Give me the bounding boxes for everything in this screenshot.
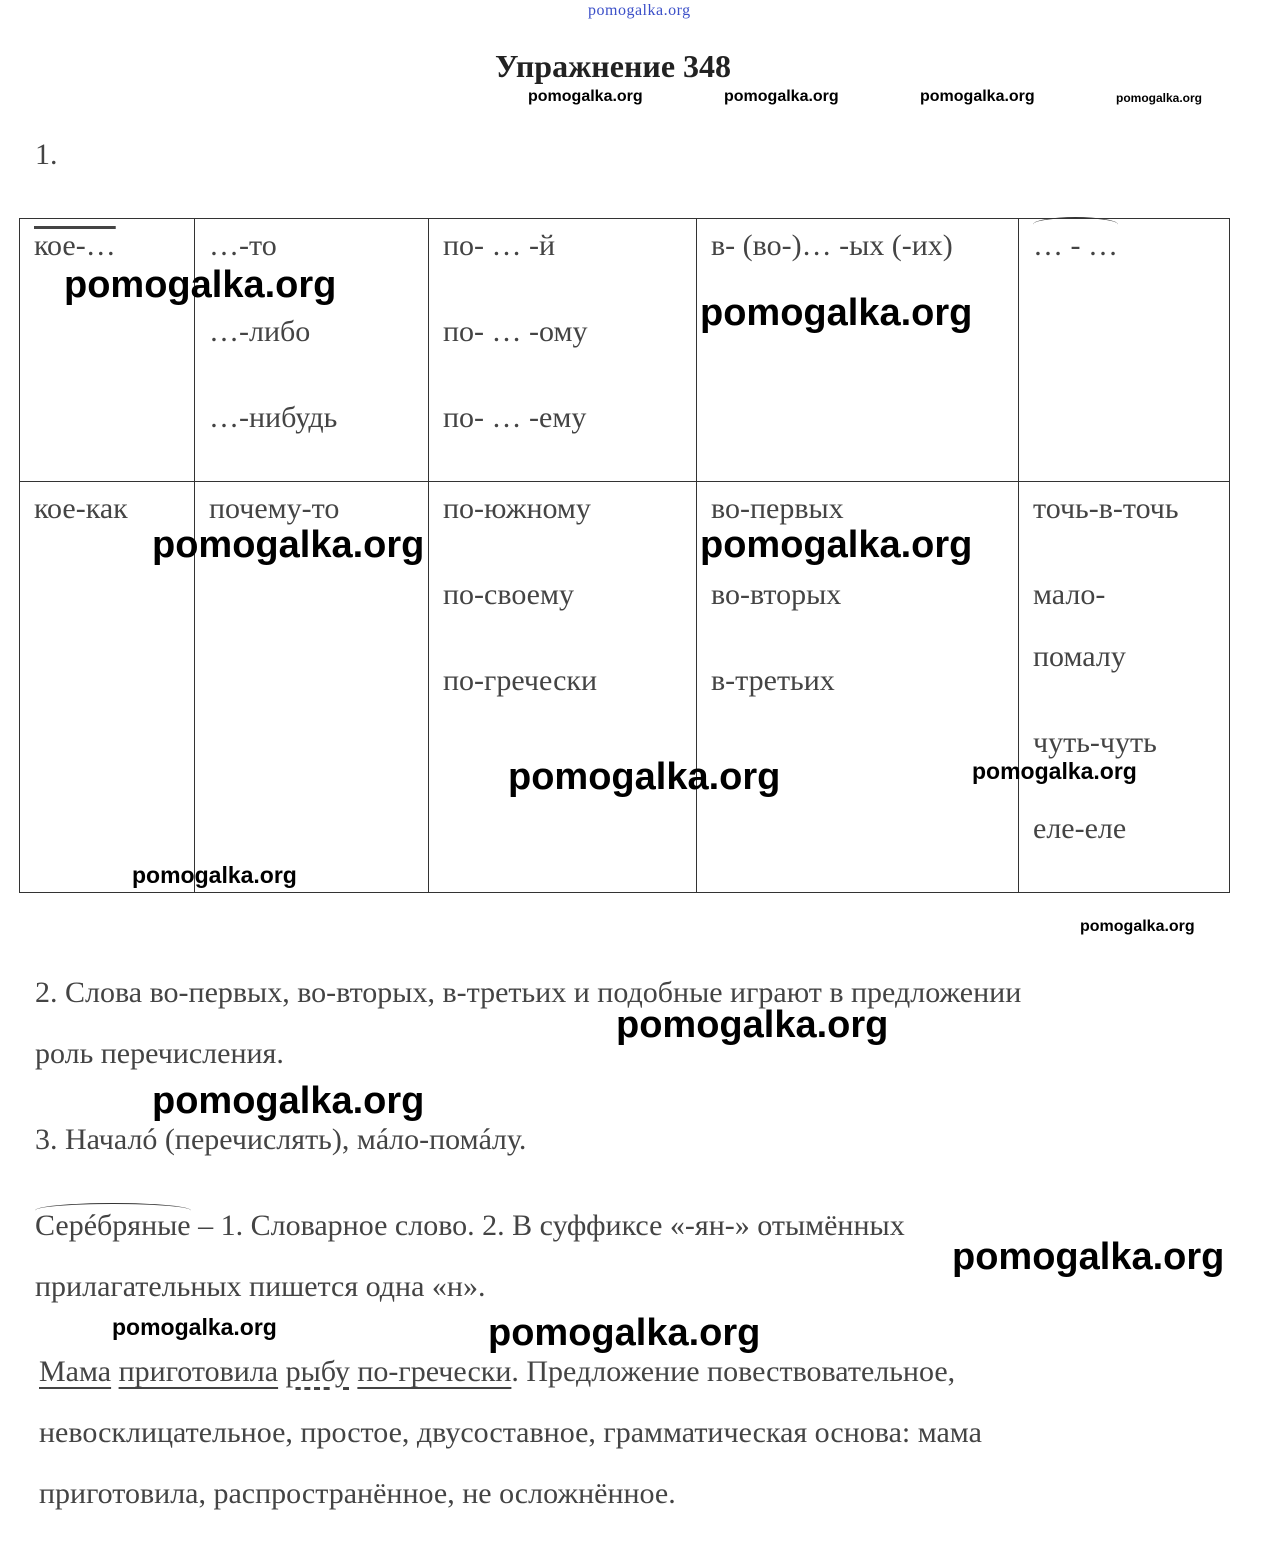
pattern-text: … - … (1033, 223, 1118, 269)
serebr-explanation: – 1. Словарное слово. 2. В суффиксе «-ян-» отымённых (190, 1209, 905, 1242)
pattern-text: по- … -ому (443, 315, 588, 348)
example-text: кое-как (34, 492, 128, 525)
example-text: во-первых (711, 492, 844, 525)
example-text: в-третьих (711, 664, 835, 697)
paragraph-2-line-1: 2. Слова во-первых, во-вторых, в-третьих и подобные играют в предложении (35, 976, 1022, 1009)
pattern-text: …-нибудь (209, 401, 338, 434)
pattern-text: …-либо (209, 315, 311, 348)
example-text: помалу (1033, 640, 1126, 673)
example-text: по-своему (443, 578, 574, 611)
sentence-line-2: невосклицательное, простое, двусоставное, грамматическая основа: мама (39, 1416, 982, 1449)
watermark: pomogalka.org (152, 1080, 425, 1122)
watermark: pomogalka.org (1080, 918, 1195, 935)
watermark: pomogalka.org (920, 88, 1035, 105)
sentence-line-3: приготовила, распространённое, не осложнённое. (39, 1477, 676, 1510)
pattern-cell (195, 219, 429, 482)
predicate-word: приготовила (118, 1355, 279, 1388)
watermark: pomogalka.org (112, 1314, 277, 1340)
watermark: pomogalka.org (616, 1004, 889, 1046)
pattern-cell (697, 219, 1019, 482)
paragraph-3: 3. Началó (перечислять), мáло-помáлу. (35, 1123, 527, 1156)
table-row-patterns (20, 219, 1230, 482)
watermark: pomogalka.org (528, 88, 643, 105)
sentence-line-1 (39, 1355, 955, 1389)
object-word: рыбу (285, 1355, 350, 1388)
example-text: по-южному (443, 492, 591, 525)
pattern-text: по- … -ему (443, 401, 587, 434)
sentence-description: . Предложение повествовательное, (511, 1355, 956, 1388)
pattern-cell (20, 219, 195, 482)
example-text: мало- (1033, 578, 1106, 611)
example-text: по-гречески (443, 664, 598, 697)
watermark: pomogalka.org (508, 756, 781, 798)
pattern-text: кое-… (34, 229, 116, 262)
top-watermark: pomogalka.org (588, 2, 691, 19)
example-text: во-вторых (711, 578, 842, 611)
example-cell (1019, 482, 1230, 893)
example-cell (429, 482, 697, 893)
watermark: pomogalka.org (700, 524, 973, 566)
watermark: pomogalka.org (1116, 91, 1203, 105)
example-text: почему-то (209, 492, 340, 525)
pattern-text: по- … -й (443, 229, 556, 262)
subject-word: Мама (39, 1355, 112, 1388)
serebr-line-2: прилагательных пишется одна «н». (35, 1270, 486, 1303)
section-1-label: 1. (35, 138, 58, 171)
watermark: pomogalka.org (64, 264, 337, 306)
adverbial-word: по-гречески (357, 1355, 512, 1388)
watermark: pomogalka.org (724, 88, 839, 105)
pattern-text: в- (во-)… -ых (-их) (711, 229, 953, 262)
pattern-text: …-то (209, 229, 277, 262)
watermark: pomogalka.org (952, 1236, 1225, 1278)
serebr-word: Серéбряные (35, 1209, 191, 1242)
watermark: pomogalka.org (132, 862, 297, 888)
watermark: pomogalka.org (700, 292, 973, 334)
example-text: чуть-чуть (1033, 726, 1157, 759)
pattern-cell (1019, 219, 1230, 482)
example-text: еле-еле (1033, 812, 1127, 845)
watermark: pomogalka.org (152, 524, 425, 566)
pattern-cell (429, 219, 697, 482)
example-text: точь-в-точь (1033, 492, 1179, 525)
page-title: Упражнение 348 (495, 48, 732, 84)
serebr-line-1 (35, 1209, 905, 1243)
watermark: pomogalka.org (488, 1312, 761, 1354)
watermark: pomogalka.org (972, 758, 1137, 784)
paragraph-2-line-2: роль перечисления. (35, 1037, 284, 1070)
